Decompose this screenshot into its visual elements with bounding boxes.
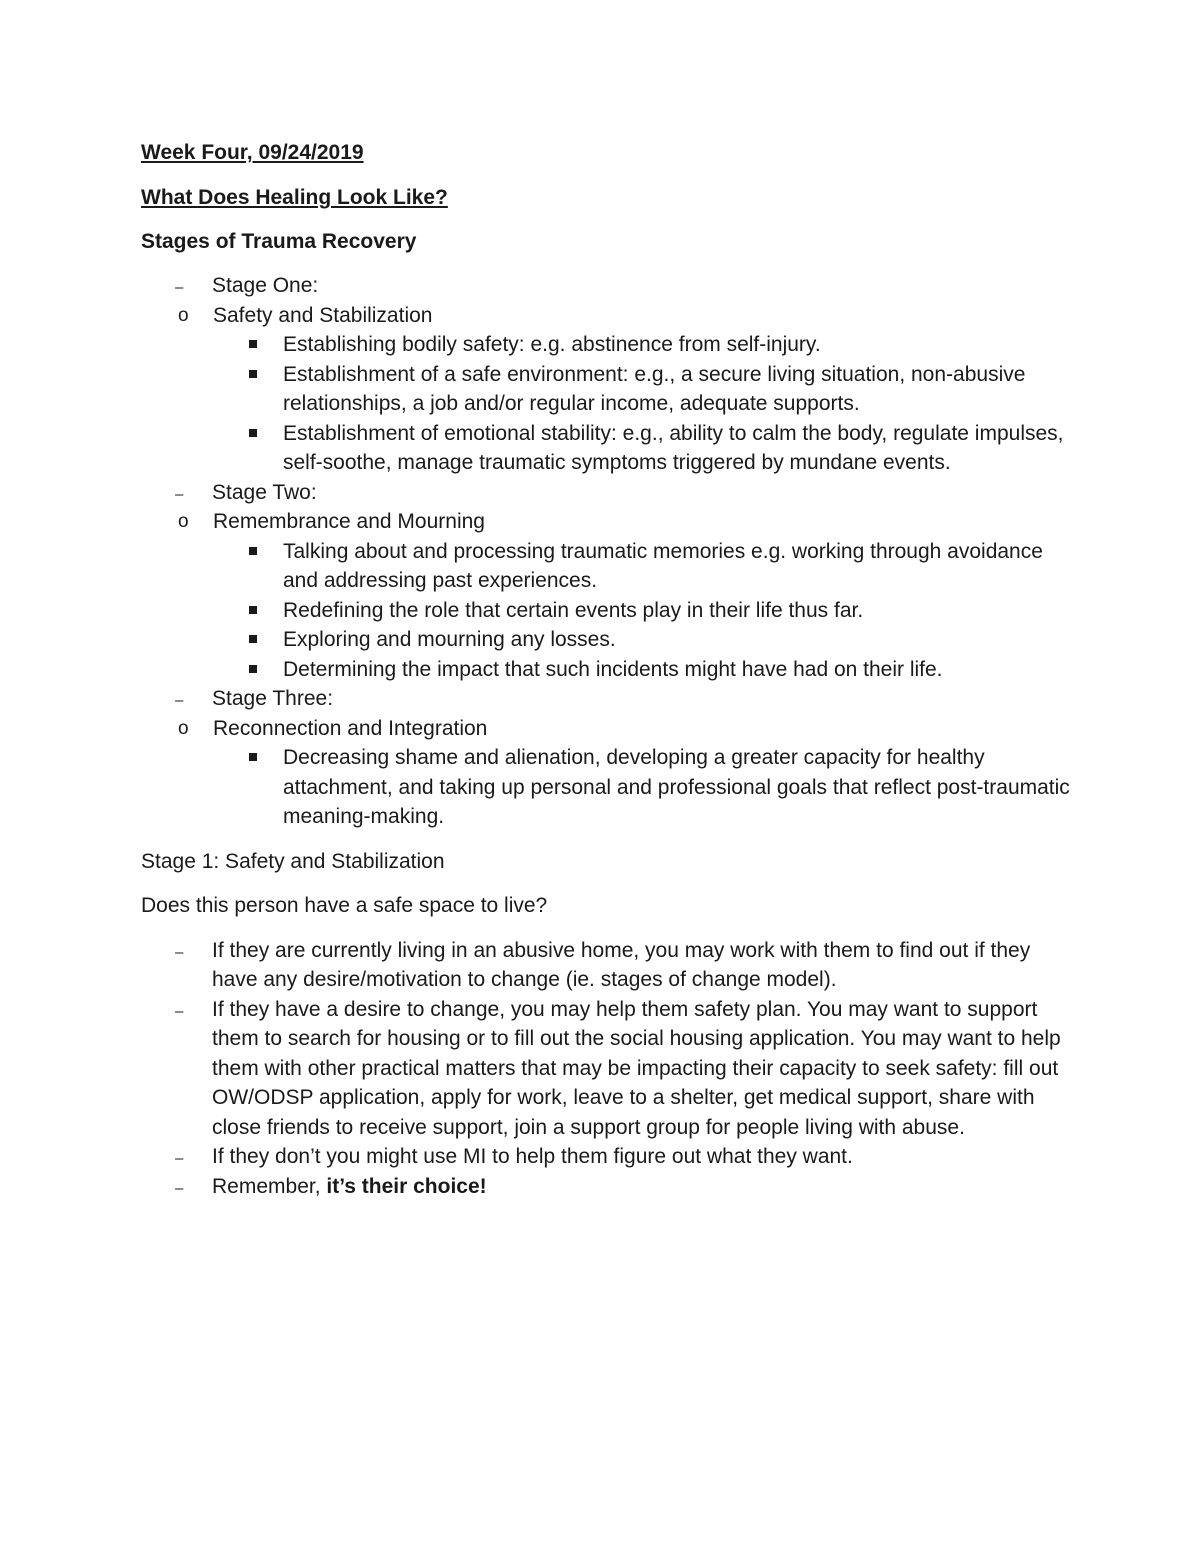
answer-text: If they have a desire to change, you may help them safety plan. You may want to support them to search for housing or to fill out the social housing application. You may want to help them with other practical matters that may be impacting their capacity to seek safety: fill out OW/ODSP application, apply for work, leave to a shelter, get medical support, share with close friends to receive support, join a support group for people living with abuse. bbox=[212, 997, 1061, 1139]
stage-point bbox=[213, 596, 1071, 626]
square-bullet bbox=[249, 606, 257, 614]
stage-points-list bbox=[213, 537, 1071, 685]
stage-point bbox=[213, 330, 1071, 360]
stage-label: Stage Two: bbox=[212, 480, 317, 504]
square-bullet bbox=[249, 340, 257, 348]
circle-bullet: o bbox=[178, 304, 189, 326]
remember-prefix: Remember, bbox=[212, 1174, 327, 1198]
stage-point bbox=[213, 537, 1071, 596]
stages-heading: Stages of Trauma Recovery bbox=[141, 230, 417, 253]
stage-item bbox=[141, 271, 1071, 478]
date-heading: Week Four, 09/24/2019 bbox=[141, 141, 364, 164]
stage-points-list bbox=[213, 743, 1071, 832]
answer-item bbox=[141, 995, 1071, 1143]
answers-list bbox=[141, 936, 1071, 1202]
dash-bullet: – bbox=[175, 485, 184, 503]
answer-text: If they are currently living in an abusive home, you may work with them to find out if they have any desire/motivation to change (ie. stages of change model). bbox=[212, 938, 1031, 991]
stage-sub-item bbox=[142, 714, 1071, 832]
dash-bullet: – bbox=[175, 1179, 184, 1197]
stage-item bbox=[141, 684, 1071, 832]
stage-point bbox=[213, 419, 1071, 478]
stage-label: Stage One: bbox=[212, 274, 319, 297]
document-page bbox=[141, 138, 1071, 1201]
dash-bullet: – bbox=[175, 1150, 184, 1167]
stage-sub-list bbox=[178, 301, 1071, 478]
answer-item bbox=[141, 936, 1071, 995]
dash-bullet: – bbox=[175, 692, 184, 709]
stage-sub-list bbox=[178, 714, 1071, 832]
square-bullet bbox=[249, 665, 257, 673]
answer-item bbox=[141, 1172, 1071, 1202]
stage-sub-list bbox=[178, 507, 1071, 684]
square-bullet bbox=[249, 429, 257, 437]
dash-bullet: – bbox=[175, 279, 184, 296]
square-bullet bbox=[249, 753, 257, 761]
stage-item bbox=[141, 478, 1071, 685]
stage-point-text: Exploring and mourning any losses. bbox=[283, 628, 616, 651]
safe-space-question: Does this person have a safe space to live? bbox=[141, 894, 548, 917]
stage-sub-item bbox=[142, 507, 1071, 684]
stage-point bbox=[213, 625, 1071, 655]
stage-point-text: Talking about and processing traumatic memories e.g. working through avoidance and addressing past experiences. bbox=[283, 539, 1043, 592]
stage-point-text: Redefining the role that certain events play in their life thus far. bbox=[283, 598, 864, 622]
stage1-title: Stage 1: Safety and Stabilization bbox=[141, 849, 445, 873]
stage-point-text: Determining the impact that such incidents might have had on their life. bbox=[283, 657, 943, 681]
circle-bullet: o bbox=[178, 717, 189, 739]
dash-bullet: – bbox=[175, 943, 184, 961]
square-bullet bbox=[249, 635, 257, 643]
answer-text: If they don’t you might use MI to help them figure out what they want. bbox=[212, 1145, 853, 1168]
stage-point-text: Decreasing shame and alienation, developing a greater capacity for healthy attachment, and taking up personal and professional goals that reflect post-traumatic meaning-making. bbox=[283, 746, 1070, 828]
circle-bullet: o bbox=[178, 511, 189, 532]
stage-points-list bbox=[213, 330, 1071, 478]
remember-emphasis: it’s their choice! bbox=[326, 1174, 487, 1198]
stage-point bbox=[213, 655, 1071, 685]
dash-bullet: – bbox=[175, 1002, 184, 1020]
stage-point bbox=[213, 360, 1071, 419]
stage-point-text: Establishment of a safe environment: e.g., a secure living situation, non-abusive relationships, a job and/or regular income, adequate supports. bbox=[283, 362, 1026, 415]
stage-point-text: Establishment of emotional stability: e.g., ability to calm the body, regulate impulses, self-soothe, manage traumatic symptoms triggered by mundane events. bbox=[283, 421, 1064, 474]
stage-point bbox=[213, 743, 1071, 832]
stage-point-text: Establishing bodily safety: e.g. abstinence from self-injury. bbox=[283, 333, 821, 356]
square-bullet bbox=[249, 370, 257, 378]
stage-label: Stage Three: bbox=[212, 687, 334, 710]
stage-sub-label: Remembrance and Mourning bbox=[213, 510, 485, 533]
stage-sub-label: Safety and Stabilization bbox=[213, 303, 433, 327]
stage-sub-label: Reconnection and Integration bbox=[213, 716, 488, 740]
answer-item bbox=[141, 1142, 1071, 1172]
stages-list bbox=[141, 271, 1071, 832]
stage-sub-item bbox=[142, 301, 1071, 478]
square-bullet bbox=[249, 547, 257, 555]
question-heading: What Does Healing Look Like? bbox=[141, 186, 448, 209]
